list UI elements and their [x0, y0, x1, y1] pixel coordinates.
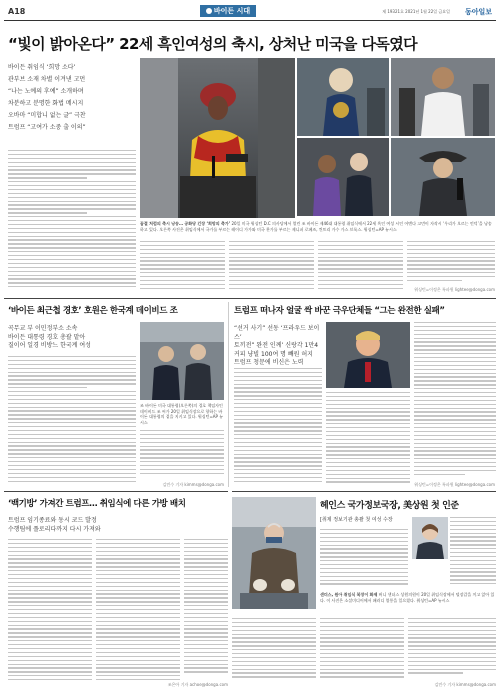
- column-divider: [228, 302, 229, 487]
- subhead: 바이든 대통령 경호 총괄 맡아: [8, 333, 86, 341]
- story2-headline: ‘바이든 최근첩 경호’ 호원은 한국계 데이비드 조: [8, 306, 178, 316]
- subhead: 관부브 소재 차별 이겨낸 고먼: [8, 76, 86, 83]
- story5-portrait: [412, 517, 448, 559]
- story2-photo: [140, 322, 224, 400]
- story3-body-3: [414, 322, 496, 480]
- story3-headline: 트럼프 떠나자 얼굴 싹 바꾼 극우단체들 “그는 완전한 실패”: [234, 306, 445, 316]
- subhead: “선거 사기” 선동 ‘프라우드 보이스’: [234, 325, 320, 341]
- photo-harris-biden: [297, 138, 389, 216]
- subhead: 바이든 취임식 ‘희망 소다’: [8, 64, 76, 71]
- main-story-body-5: [407, 241, 495, 285]
- divider: [4, 298, 496, 299]
- photo-jennifer-lopez: [391, 58, 495, 136]
- story3-body-1: [234, 368, 322, 486]
- story2-caption: 조 바이든 미국 대통령(오른쪽)의 경호 책임자인 데이비드 조 씨가 20일 취임식장으로 향하는 바이든 대통령의 곁을 지키고 있다. 워싱턴=AP 뉴시스: [140, 403, 224, 425]
- story3-photo: [326, 322, 410, 388]
- divider: [232, 491, 496, 492]
- story2-byline: 김민수 기자 kimms@donga.com: [162, 482, 224, 487]
- main-photo-caption: [140, 221, 495, 238]
- main-story-body-2: [140, 241, 225, 293]
- story3-subheads: [234, 325, 324, 368]
- story5-body-5: [408, 618, 496, 678]
- story5-body-3: [232, 618, 316, 684]
- photo-lady-gaga: [297, 58, 389, 136]
- subhead: 트럼프 임기종료와 동시 코드 발정: [8, 517, 97, 524]
- subhead: 곡무교 부 이민정부소 소속: [8, 325, 78, 332]
- story4-body-2: [96, 539, 180, 685]
- photo-garth-brooks: [391, 138, 495, 216]
- story5-body-1: [320, 529, 408, 589]
- divider: [4, 491, 228, 492]
- subhead: 차분하고 분명한 화법 메시지: [8, 100, 84, 107]
- poet-photo: [140, 58, 295, 218]
- story5-photo-caption: [320, 592, 496, 614]
- story5-body-2: [450, 517, 496, 589]
- story4-byline: 조은아 기자 achoe@donga.com: [167, 682, 228, 687]
- story2-body-1: [8, 356, 136, 486]
- main-byline: 워싱턴=이정은 특파원 lightee@donga.com: [414, 287, 495, 292]
- masthead: [4, 3, 496, 21]
- story5-body-4: [320, 618, 404, 684]
- subhead: 커피 냥빌 100여 명 빼원 허지: [234, 350, 313, 358]
- story2-subheads: [8, 325, 138, 351]
- story4-body-3: [184, 539, 228, 679]
- subhead: 수행팀에 플로리다까지 다시 가져와: [8, 525, 101, 533]
- main-subheads: [8, 63, 138, 135]
- main-story-body-1: [8, 150, 136, 293]
- caption-text: 20일 미국 워싱턴 D.C 의사당에서 열린 조 바이든 제46대 대통령 취임식에서 22세 흑인 여성 시인 어맨다 고먼이 자작시 ‘우리가 오르는 언덕’을 낭송하고 있다. 오른쪽 사진은 취임식에서 국가를 부르는 레이디 가가와 미국 찬가를 부르는 제니퍼 로페즈, 컨트리 가수 가스 브룩스. 워싱턴=AP 뉴시스: [140, 221, 492, 232]
- subhead: 트럼프 “고여가 소중 출 이의”: [8, 124, 86, 131]
- subhead: 토끼전” 완전 인께’ 신랑각 1만4: [234, 342, 319, 349]
- story5-headline: 헤인스 국가정보국장, 美상원 첫 인준: [320, 501, 459, 511]
- subhead: 질이어 일경 비방느 한국계 여성: [8, 342, 91, 349]
- story4-subheads: [8, 517, 158, 534]
- section-label: [200, 5, 256, 17]
- story5-byline: 김민수 기자 kimms@donga.com: [434, 682, 496, 687]
- story4-body-1: [8, 539, 92, 685]
- main-story-body-4: [318, 241, 403, 293]
- subhead: “나는 노예의 후예” 소개하며: [8, 88, 84, 95]
- story3-byline: 워싱턴=이정은 특파원 lightee@donga.com: [414, 482, 495, 487]
- main-story-body-3: [229, 241, 314, 293]
- page-number: A18: [8, 7, 26, 16]
- caption-lead: 꿈결 처럼의 축시 낭송… 공화당 긴장 ‘희망의 축가’: [140, 221, 231, 226]
- subhead: 트럼프 청문에 비신은 노력: [234, 359, 304, 366]
- story5-photo: [232, 497, 316, 609]
- issue-info: 제 19321호 2021년 1월 22일 금요일: [382, 9, 450, 14]
- section-title: 바이든 시대: [213, 7, 251, 15]
- main-photo: [140, 58, 295, 218]
- paper-name: 동아일보: [464, 7, 492, 16]
- story4-headline: ‘백기방’ 가져간 트럼프… 취임식에 다른 가방 배치: [8, 499, 186, 509]
- story2-body-2: [140, 430, 224, 480]
- main-headline: “빛이 밝아온다” 22세 흑인여성의 축시, 상처난 미국을 다독였다: [8, 35, 418, 53]
- subhead: 오바마 “미합니 없는 글” 극찬: [8, 112, 86, 119]
- caption-lead: 샌더스, 원아 취임식 복장이 화제: [320, 592, 378, 597]
- story3-body-2: [326, 392, 410, 486]
- caption-text: 버니 샌더스 상원의원이 20일 취임식장에서 털장갑을 끼고 앉아 있다. 이 사진은 소셜미디어에서 패러디 열풍을 일으켰다. 워싱턴=AP 뉴시스: [320, 592, 495, 603]
- story5-sub: [취제 정보기관 총괄 첫 여성 수장: [320, 517, 393, 523]
- circle-icon: [206, 8, 212, 14]
